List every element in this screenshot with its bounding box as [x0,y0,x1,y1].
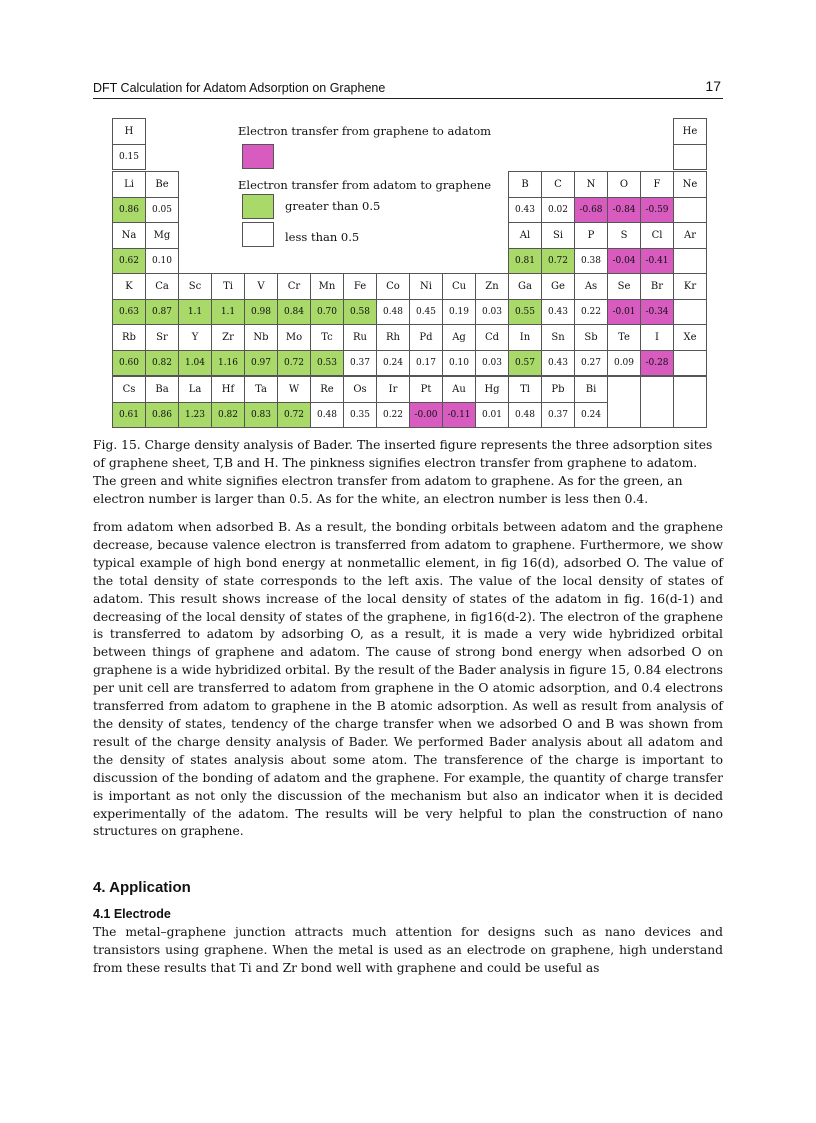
legend-pink-label: Electron transfer from graphene to adatom [238,124,492,138]
element-symbol-ne: Ne [673,171,707,198]
element-symbol-ge: Ge [541,273,575,300]
element-symbol-au: Au [442,376,476,403]
element-value-se: -0.01 [607,299,641,326]
element-symbol-mn: Mn [310,273,344,300]
element-symbol-ir: Ir [376,376,410,403]
element-symbol-k: K [112,273,146,300]
element-symbol-fe: Fe [343,273,377,300]
element-value-li: 0.86 [112,197,146,224]
section-heading: 4. Application [93,879,191,896]
element-value-mo: 0.72 [277,350,311,377]
element-value-co: 0.48 [376,299,410,326]
element-value-nb: 0.97 [244,350,278,377]
element-value-os: 0.35 [343,402,377,429]
element-value-f: -0.59 [640,197,674,224]
element-symbol-na: Na [112,222,146,249]
element-value-ba: 0.86 [145,402,179,429]
element-value-y: 1.04 [178,350,212,377]
element-value-b: 0.43 [508,197,542,224]
element-value-v: 0.98 [244,299,278,326]
element-symbol-v: V [244,273,278,300]
element-symbol-ar: Ar [673,222,707,249]
legend-greater-label: greater than 0.5 [285,199,381,213]
element-symbol-h: H [112,118,146,145]
legend-less-label: less than 0.5 [285,230,360,244]
element-symbol-hg: Hg [475,376,509,403]
empty-cell [640,376,674,428]
element-symbol-ga: Ga [508,273,542,300]
element-symbol-p: P [574,222,608,249]
element-value-in: 0.57 [508,350,542,377]
element-value-kr [673,299,707,326]
element-symbol-sr: Sr [145,324,179,351]
figure-caption [93,436,723,508]
element-symbol-mo: Mo [277,324,311,351]
element-symbol-sc: Sc [178,273,212,300]
legend-green-swatch [242,194,274,219]
element-value-sb: 0.27 [574,350,608,377]
element-value-cr: 0.84 [277,299,311,326]
element-symbol-ni: Ni [409,273,443,300]
element-value-ni: 0.45 [409,299,443,326]
element-value-pd: 0.17 [409,350,443,377]
element-symbol-sb: Sb [574,324,608,351]
running-header [93,80,723,99]
element-symbol-c: C [541,171,575,198]
element-value-ta: 0.83 [244,402,278,429]
element-value-fe: 0.58 [343,299,377,326]
element-symbol-he: He [673,118,707,145]
element-value-au: -0.11 [442,402,476,429]
element-value-tc: 0.53 [310,350,344,377]
element-value-n: -0.68 [574,197,608,224]
legend-pink-swatch [242,144,274,169]
element-symbol-y: Y [178,324,212,351]
element-symbol-ti: Ti [211,273,245,300]
element-value-ne [673,197,707,224]
element-value-zr: 1.16 [211,350,245,377]
element-symbol-al: Al [508,222,542,249]
element-symbol-hf: Hf [211,376,245,403]
element-value-hg: 0.01 [475,402,509,429]
element-value-br: -0.34 [640,299,674,326]
element-value-he [673,144,707,171]
element-symbol-o: O [607,171,641,198]
element-value-sc: 1.1 [178,299,212,326]
element-symbol-te: Te [607,324,641,351]
element-value-la: 1.23 [178,402,212,429]
element-symbol-in: In [508,324,542,351]
element-symbol-ag: Ag [442,324,476,351]
element-value-h: 0.15 [112,144,146,171]
element-symbol-ta: Ta [244,376,278,403]
element-symbol-be: Be [145,171,179,198]
element-symbol-br: Br [640,273,674,300]
element-symbol-xe: Xe [673,324,707,351]
element-value-rb: 0.60 [112,350,146,377]
element-symbol-si: Si [541,222,575,249]
element-value-xe [673,350,707,377]
element-symbol-rb: Rb [112,324,146,351]
element-value-cu: 0.19 [442,299,476,326]
element-value-hf: 0.82 [211,402,245,429]
body-text [93,519,723,841]
element-symbol-cs: Cs [112,376,146,403]
element-value-cl: -0.41 [640,248,674,275]
legend-white-swatch [242,222,274,247]
element-value-si: 0.72 [541,248,575,275]
periodic-table-figure [112,118,706,424]
element-value-s: -0.04 [607,248,641,275]
element-value-na: 0.62 [112,248,146,275]
element-value-pb: 0.37 [541,402,575,429]
element-symbol-pd: Pd [409,324,443,351]
element-symbol-i: I [640,324,674,351]
element-symbol-zr: Zr [211,324,245,351]
element-value-tl: 0.48 [508,402,542,429]
element-symbol-as: As [574,273,608,300]
element-value-sn: 0.43 [541,350,575,377]
element-value-te: 0.09 [607,350,641,377]
caption-text: Fig. 15. Charge density analysis of Bader. The inserted figure represents the three adsorption sites of graphene sheet, T,B and H. The pinkness signifies electron transfer from graphene to adatom. The green and white signifies electron transfer from adatom to graphene. As for the green, an electron number is larger than 0.5. As for the white, an electron number is less then 0.4. [93,438,713,506]
element-value-ar [673,248,707,275]
element-value-rh: 0.24 [376,350,410,377]
element-value-k: 0.63 [112,299,146,326]
element-value-re: 0.48 [310,402,344,429]
element-symbol-co: Co [376,273,410,300]
element-symbol-ba: Ba [145,376,179,403]
element-value-zn: 0.03 [475,299,509,326]
element-symbol-rh: Rh [376,324,410,351]
element-value-p: 0.38 [574,248,608,275]
element-symbol-s: S [607,222,641,249]
element-value-bi: 0.24 [574,402,608,429]
paragraph-2: The metal–graphene junction attracts much attention for designs such as nano devices and transistors using graphene. When the metal is used as an electrode on graphene, high understand from these results that Ti and Zr bond well with graphene and could be useful as [93,925,723,975]
element-value-ca: 0.87 [145,299,179,326]
element-value-al: 0.81 [508,248,542,275]
element-symbol-li: Li [112,171,146,198]
element-value-ag: 0.10 [442,350,476,377]
element-symbol-kr: Kr [673,273,707,300]
element-symbol-re: Re [310,376,344,403]
element-symbol-sn: Sn [541,324,575,351]
element-symbol-pt: Pt [409,376,443,403]
element-value-ir: 0.22 [376,402,410,429]
element-value-ga: 0.55 [508,299,542,326]
element-value-mn: 0.70 [310,299,344,326]
element-value-be: 0.05 [145,197,179,224]
element-symbol-pb: Pb [541,376,575,403]
element-value-c: 0.02 [541,197,575,224]
paragraph-1: from adatom when adsorbed B. As a result, the bonding orbitals between adatom and the graphene decrease, because valence electron is transferred from adatom to graphene. Furthermore, we show typical example of high bond energy at nonmetallic element, in fig 16(d), adsorbed O. The value of the total density of state corresponds to the left axis. The value of the local density of states of adatom. This result shows increase of the local density of states of the adatom in fig. 16(d-1) and decreasing of the local density of states of the graphene, in fig16(d-2). The electron of the graphene is transferred to adatom by adsorbing O, as a result, it is made a very wide hybridized orbital between things of graphene and adatom. The cause of strong bond energy when adsorbed O on graphene is a wide hybridized orbital. By the result of the Bader analysis in figure 15, 0.84 electrons per unit cell are transferred to adatom from graphene in the O atomic adsorption, and 0.4 electrons transferred from adatom to graphene in the B atomic adsorption. As well as result from analysis of the density of states, tendency of the charge transfer when we adsorbed O and B was shown from result of the charge density analysis of Bader. We performed Bader analysis about all adatom and the density of states analysis about some atom. The transference of the charge is important to discussion of the bonding of adatom and the graphene. For example, the quantity of charge transfer is important as not only the discussion of the mechanism but also an indicator when it is decided experimentally of the adatom. The results will be very helpful to plan the construction of nano structures on graphene. [93,520,723,839]
body-text-2 [93,924,723,978]
element-symbol-ru: Ru [343,324,377,351]
page-number: 17 [705,78,721,94]
element-symbol-os: Os [343,376,377,403]
element-value-pt: -0.00 [409,402,443,429]
element-symbol-mg: Mg [145,222,179,249]
element-value-i: -0.28 [640,350,674,377]
element-symbol-cr: Cr [277,273,311,300]
element-value-ti: 1.1 [211,299,245,326]
element-value-ru: 0.37 [343,350,377,377]
element-value-cs: 0.61 [112,402,146,429]
element-value-as: 0.22 [574,299,608,326]
element-symbol-cu: Cu [442,273,476,300]
element-value-w: 0.72 [277,402,311,429]
legend-green-label: Electron transfer from adatom to graphene [238,178,492,192]
element-symbol-n: N [574,171,608,198]
element-symbol-cd: Cd [475,324,509,351]
element-symbol-tc: Tc [310,324,344,351]
element-symbol-tl: Tl [508,376,542,403]
element-symbol-se: Se [607,273,641,300]
element-value-cd: 0.03 [475,350,509,377]
element-symbol-nb: Nb [244,324,278,351]
element-symbol-cl: Cl [640,222,674,249]
element-symbol-b: B [508,171,542,198]
element-symbol-bi: Bi [574,376,608,403]
empty-cell [607,376,641,428]
element-symbol-f: F [640,171,674,198]
element-symbol-ca: Ca [145,273,179,300]
element-value-sr: 0.82 [145,350,179,377]
element-value-ge: 0.43 [541,299,575,326]
empty-cell [673,376,707,428]
subsection-heading: 4.1 Electrode [93,907,171,921]
element-symbol-la: La [178,376,212,403]
element-symbol-zn: Zn [475,273,509,300]
running-title: DFT Calculation for Adatom Adsorption on Graphene [93,81,386,95]
element-value-o: -0.84 [607,197,641,224]
element-symbol-w: W [277,376,311,403]
element-value-mg: 0.10 [145,248,179,275]
